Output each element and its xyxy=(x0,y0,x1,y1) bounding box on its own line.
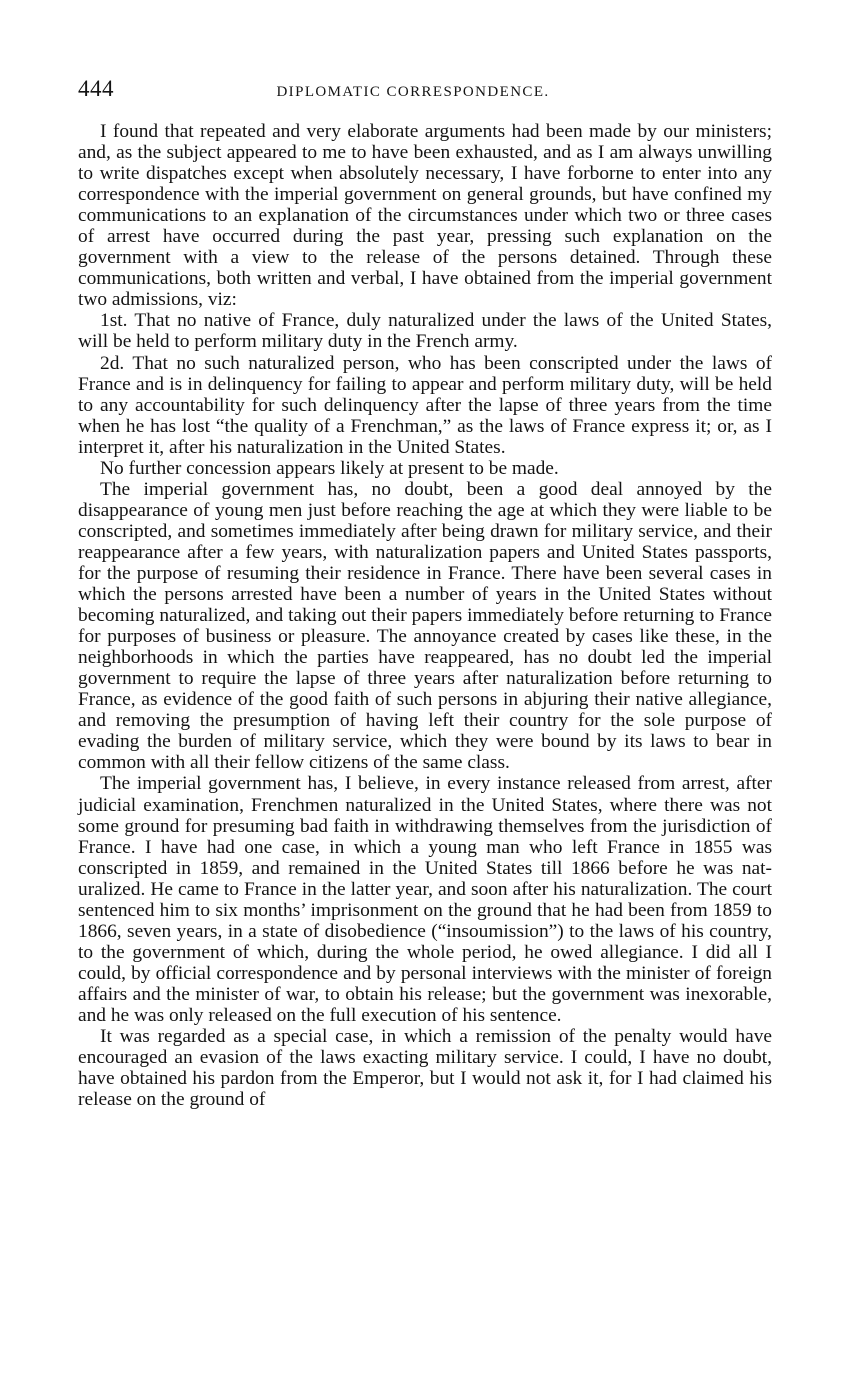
document-page xyxy=(78,0,772,1380)
paragraph-annoyance: The imperial government has, no doubt, been a good deal annoyed by the disappearance of young men just before reaching the age at which they were liable to be conscripted, and sometimes immediately after being drawn for military service, and their reappearance after a few years, with naturalization papers and United States passports, for the purpose of resuming their residence in France. There have been several cases in which the persons arrested have been a number of years in the United States without becoming naturalized, and taking out their papers immediately before returning to France for purposes of business or pleasure. The annoyance created by cases like these, in the neighborhoods in which the parties have reappeared, has no doubt led the imperial government to require the lapse of three years after naturalization before returning to France, as evidence of the good faith of such persons in abjuring their native allegiance, and removing the presumption of having left their country for the sole purpose of evading the burden of military service, which they were bound by its laws to bear in common with all their fellow citizens of the same class. xyxy=(78,478,772,774)
paragraph-no-concession: No further concession appears likely at present to be made. xyxy=(100,457,559,479)
admission-second: 2d. That no such naturalized person, who has been conscripted under the laws of France and is in delinquency for failing to appear and perform military duty, will be held to any accountability for such delinquency after the lapse of three years from the time when he has lost “the quality of a Frenchman,” as the laws of France express it; or, as I interpret it, after his naturalization in the United States. xyxy=(78,352,772,458)
body-text xyxy=(78,121,772,1110)
page-header xyxy=(78,76,772,102)
paragraph-released-cases: The imperial government has, I believe, in every instance released from arrest, after judicial examination, Frenchmen naturalized in the United States, where there was not some ground for presuming bad faith in withdrawing themselves from the jurisdiction of France. I have had one case, in which a young man who left France in 1855 was conscripted in 1859, and remained in the United States till 1866 before he was naturalized. He came to France in the latter year, and soon after his naturalization. The court sentenced him to six months’ imprisonment on the ground that he had been from 1859 to 1866, seven years, in a state of disobedience (“insoumission”) to the laws of his country, to the government of which, during the whole period, he owed allegiance. I did all I could, by official correspondence and by personal interviews with the minister of foreign affairs and the minister of war, to obtain his release; but the government was inexorable, and he was only released on the full execution of his sentence. xyxy=(78,773,772,1026)
paragraph-special-case: It was regarded as a special case, in which a remission of the penalty would have encouraged an evasion of the laws exacting military service. I could, I have no doubt, have obtained his pardon from the Emperor, but I would not ask it, for I had claimed his release on the ground of xyxy=(78,1026,772,1111)
running-head: DIPLOMATIC CORRESPONDENCE. xyxy=(276,84,550,100)
page-number: 444 xyxy=(78,76,114,101)
paragraph-intro: I found that repeated and very elaborate arguments had been made by our ministers; and, as the subject appeared to me to have been exhausted, and as I am always unwilling to write dispatches except when absolutely necessary, I have forborne to enter into any correspondence with the imperial government on general grounds, but have confined my communications to an explanation of the circumstances under which two or three cases of arrest have occurred during the past year, pressing such explanation on the government with a view to the release of the persons detained. Through these communications, both written and verbal, I have obtained from the imperial government two admissions, viz: xyxy=(78,121,772,311)
admission-first: 1st. That no native of France, duly naturalized under the laws of the United States, will be held to perform military duty in the French army. xyxy=(78,310,772,353)
